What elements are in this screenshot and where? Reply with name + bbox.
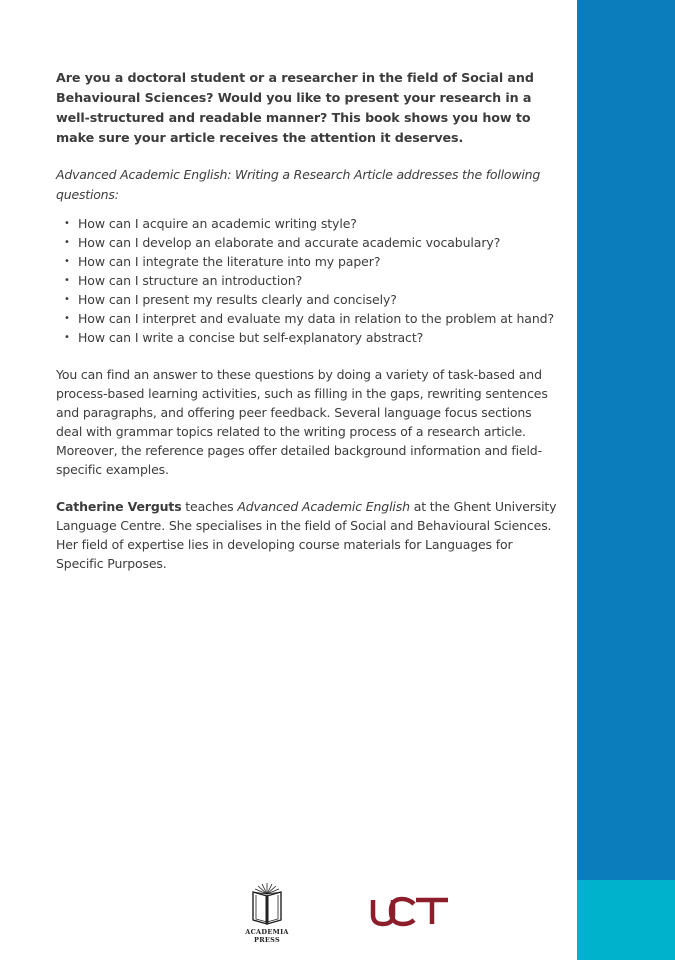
course-title: Advanced Academic English [237, 499, 410, 514]
list-item-text: How can I develop an elaborate and accurate academic vocabulary? [78, 235, 501, 250]
list-item [56, 271, 561, 290]
list-item-text: How can I write a concise but self-explanatory abstract? [78, 330, 424, 345]
list-item [56, 252, 561, 271]
bullet-icon: • [64, 332, 70, 343]
author-name: Catherine Verguts [56, 499, 182, 514]
back-cover-text [56, 68, 561, 573]
list-item [56, 233, 561, 252]
side-bar [577, 0, 675, 880]
bullet-icon: • [64, 237, 70, 248]
author-bio [56, 497, 561, 573]
bio-text-2: at the Ghent University Language Centre. She specialises in the field of Social and Behavioural Sciences. Her field of expertise lies in developing course materials for Languages for Specific Purposes. [56, 499, 557, 571]
academia-press-logo [232, 882, 302, 942]
side-bar-accent [577, 880, 675, 960]
description-paragraph: You can find an answer to these questions by doing a variety of task-based and process-based learning activities, such as filling in the gaps, rewriting sentences and paragraphs, and offering peer feedback. Several language focus sections deal with grammar topics related to the writing process of a research article. Moreover, the reference pages offer detailed background information and field-specific examples. [56, 367, 548, 477]
list-item-text: How can I present my results clearly and concisely? [78, 292, 397, 307]
list-item-text: How can I acquire an academic writing style? [78, 216, 357, 231]
bullet-icon: • [64, 275, 70, 286]
bullet-icon: • [64, 313, 70, 324]
bio-text-1: teaches [181, 499, 238, 514]
questions-lead: Advanced Academic English: Writing a Research Article addresses the following questions: [56, 167, 541, 202]
intro-paragraph: Are you a doctoral student or a researcher in the field of Social and Behavioural Sciences? Would you like to present your research in a well-structured and readable manner? This book shows you how to make sure your article receives the attention it deserves. [56, 70, 534, 145]
list-item [56, 309, 561, 328]
list-item-text: How can I integrate the literature into my paper? [78, 254, 381, 269]
book-icon [247, 882, 287, 926]
bullet-icon: • [64, 256, 70, 267]
publisher-name: ACADEMIA PRESS [245, 928, 289, 944]
list-item-text: How can I interpret and evaluate my data in relation to the problem at hand? [78, 311, 555, 326]
list-item [56, 290, 561, 309]
list-item [56, 214, 561, 233]
list-item [56, 328, 561, 347]
questions-list [56, 214, 561, 347]
list-item-text: How can I structure an introduction? [78, 273, 303, 288]
ugent-mark-icon [370, 895, 450, 927]
bullet-icon: • [64, 294, 70, 305]
ugent-logo [370, 895, 450, 927]
bullet-icon: • [64, 218, 70, 229]
